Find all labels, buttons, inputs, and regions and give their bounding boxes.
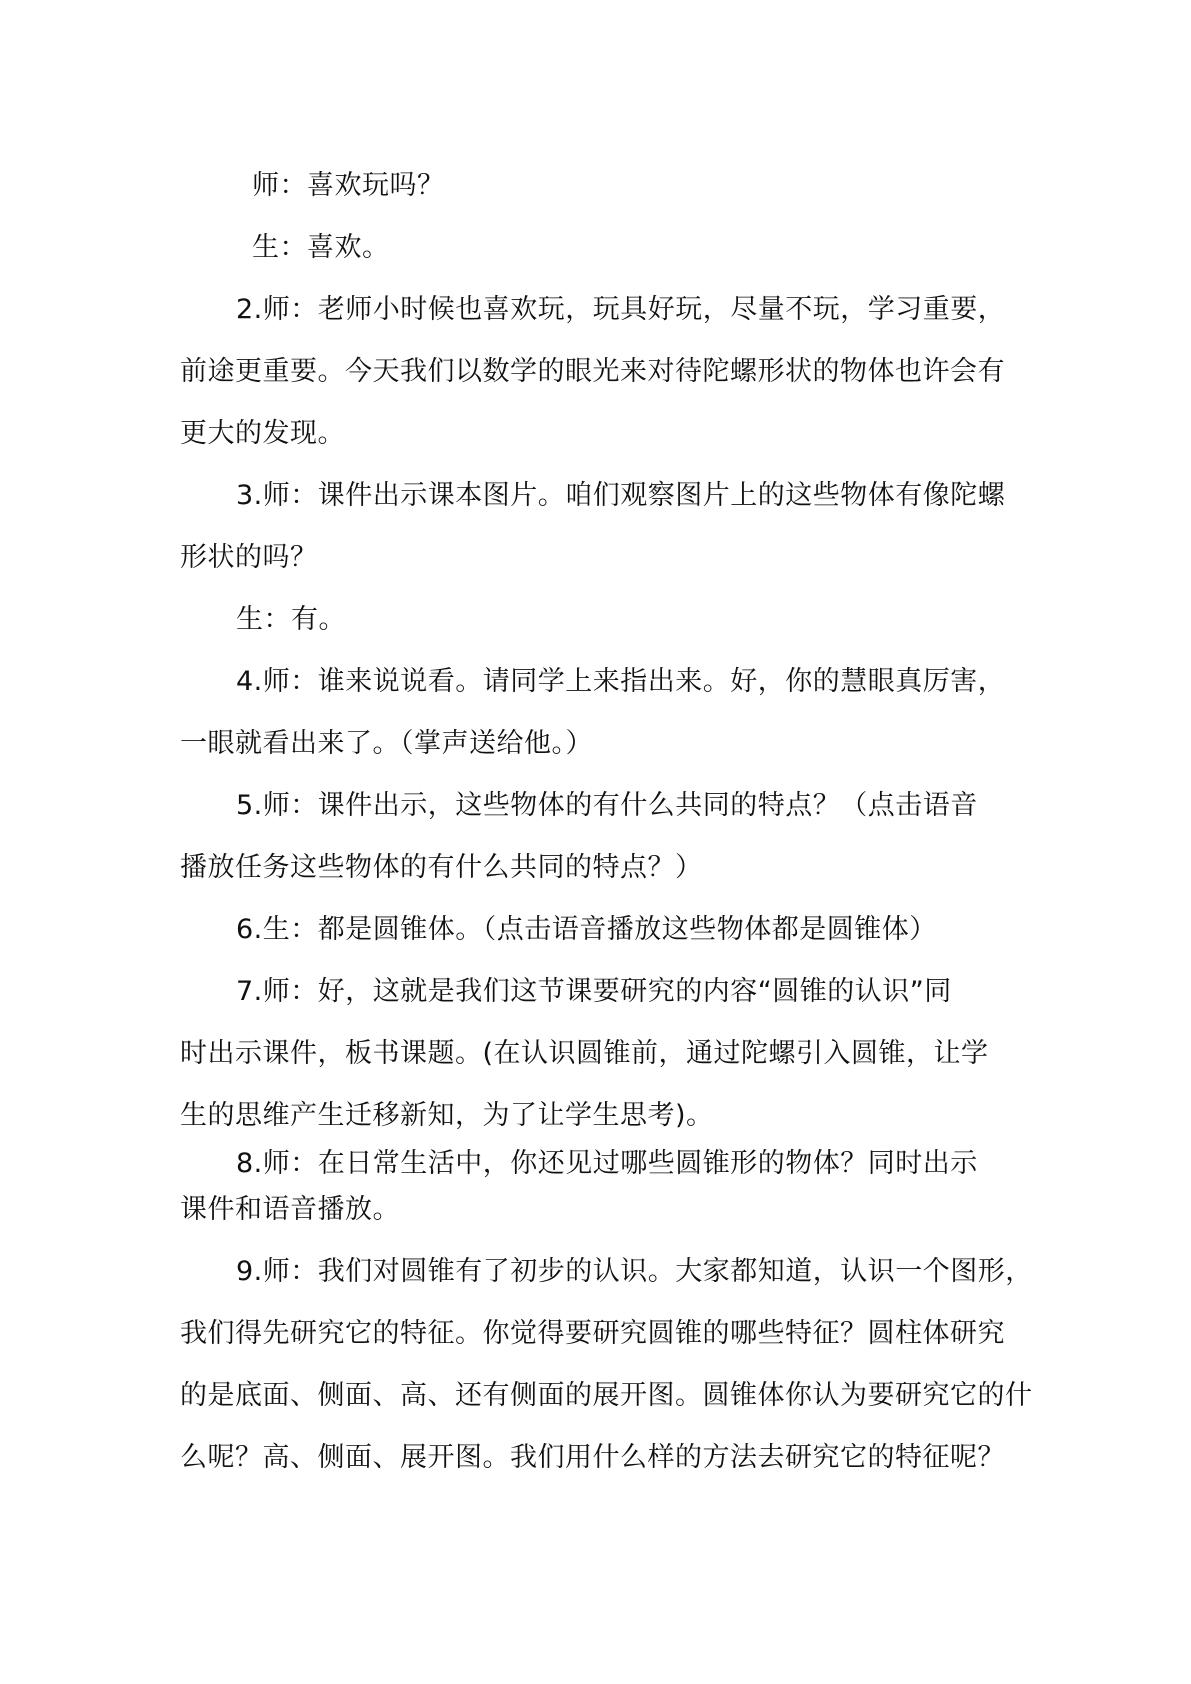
text-line: 更大的发现。: [180, 418, 345, 449]
text-line: 8.师：在日常生活中，你还见过哪些圆锥形的物体？同时出示: [236, 1148, 978, 1179]
text-line: 4.师：谁来说说看。请同学上来指出来。好，你的慧眼真厉害，: [236, 666, 1006, 697]
text-line: 2.师：老师小时候也喜欢玩，玩具好玩，尽量不玩，学习重要，: [236, 294, 1006, 325]
text-line: 5.师：课件出示，这些物体的有什么共同的特点？（点击语音: [236, 790, 978, 821]
text-line: 生的思维产生迁移新知，为了让学生思考)。: [180, 1100, 714, 1131]
text-line: 播放任务这些物体的有什么共同的特点？）: [180, 852, 703, 883]
text-line: 6.生：都是圆锥体。（点击语音播放这些物体都是圆锥体）: [236, 914, 937, 945]
text-line: 7.师：好，这就是我们这节课要研究的内容“圆锥的认识”同: [236, 976, 952, 1007]
text-line: 9.师：我们对圆锥有了初步的认识。大家都知道，认识一个图形，: [236, 1256, 1033, 1287]
text-line: 的是底面、侧面、高、还有侧面的展开图。圆锥体你认为要研究它的什: [180, 1380, 1033, 1411]
text-line: 一眼就看出来了。（掌声送给他。）: [180, 728, 593, 759]
text-line: 时出示课件，板书课题。(在认识圆锥前，通过陀螺引入圆锥，让学: [180, 1038, 989, 1069]
text-line: 生：有。: [236, 604, 346, 635]
text-line: 形状的吗？: [180, 542, 318, 573]
text-line: 3.师：课件出示课本图片。咱们观察图片上的这些物体有像陀螺: [236, 480, 1006, 511]
text-line: 前途更重要。今天我们以数学的眼光来对待陀螺形状的物体也许会有: [180, 356, 1005, 387]
text-line: 我们得先研究它的特征。你觉得要研究圆锥的哪些特征？圆柱体研究: [180, 1318, 1005, 1349]
text-line: 师：喜欢玩吗？: [252, 170, 445, 201]
text-line: 课件和语音播放。: [180, 1194, 400, 1225]
text-line: 生：喜欢。: [252, 232, 390, 263]
text-line: 么呢？高、侧面、展开图。我们用什么样的方法去研究它的特征呢？: [180, 1442, 1005, 1473]
